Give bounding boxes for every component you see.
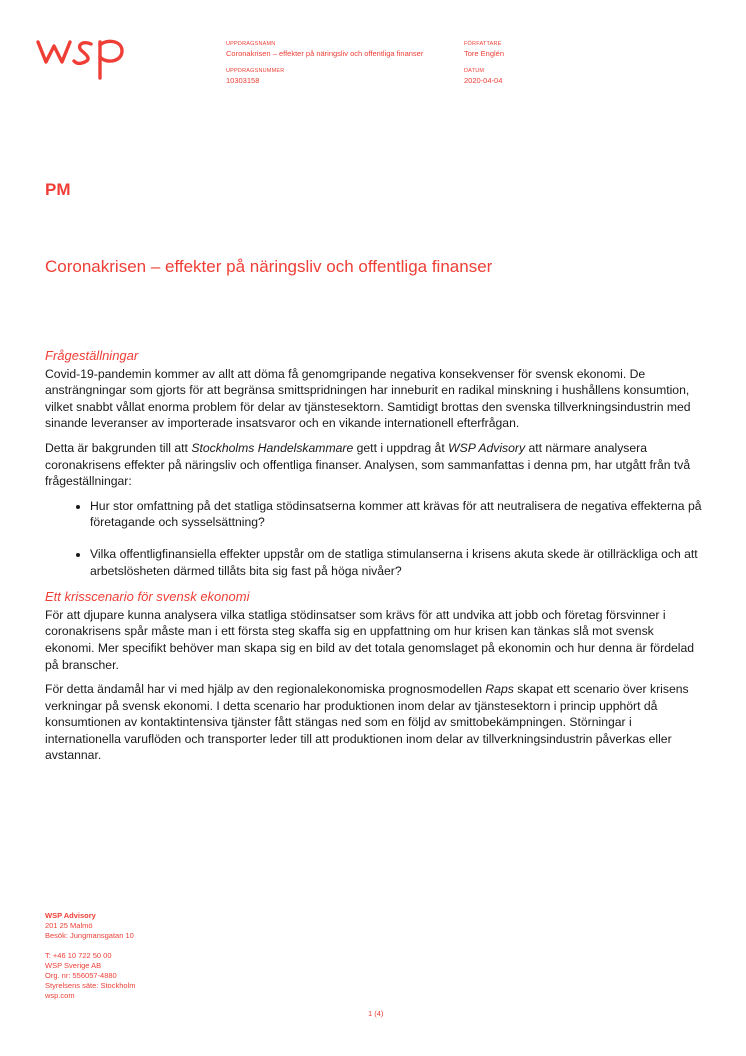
forfattare-label: FÖRFATTARE	[464, 41, 502, 47]
footer-address	[45, 911, 135, 1001]
paragraph	[45, 440, 705, 490]
doc-type: PM	[45, 180, 71, 199]
meta-forfattare	[464, 40, 504, 58]
footer-web-link[interactable]: wsp.com	[45, 991, 75, 1000]
text-run: skapat ett scenario över krisens verkningar på svensk ekonomi. I detta scenario har produktionen inom delar av tjänstesektorn i princip upphört då konsumtionen av kontaktintensiva tjänster fått stängas ned som en följd av smittobekämpningen. Störningar i internationella varuflöden och transporter leder till att produktionen inom delar av tillverkningsindustrin påverkas eller avstannar.	[45, 682, 689, 763]
paragraph: Covid-19-pandemin kommer av allt att döma få genomgripande negativa konsekvenser för svensk ekonomi. De ansträngningar som gjorts för att begränsa smittspridningen har inneburit en radikal minskning i hushållens konsumtion, vilket snabbt vållat enorma problem för delar av tjänstesektorn. Samtidigt brottas den svenska tillverkningsindustrin med sinande leveranser av importerade insatsvaror och en vikande internationell efterfrågan.	[45, 366, 691, 431]
list-item: • Hur stor omfattning på det statliga stödinsatserna kommer att krävas för att neutralisera de negativa effekterna på företagande och sysselsättning?	[90, 498, 705, 531]
datum-value: 2020-04-04	[464, 76, 503, 85]
text-run: Detta är bakgrunden till att	[45, 440, 192, 455]
section-heading-krisscenario: Ett krisscenario för svensk ekonomi	[45, 589, 250, 605]
page-number: 1 (4)	[368, 1009, 384, 1018]
footer-postal: 201 25 Malmö	[45, 921, 93, 930]
wsp-logo	[36, 34, 126, 80]
page-title: Coronakrisen – effekter på näringsliv och offentliga finanser	[45, 257, 493, 276]
document-body	[45, 348, 705, 772]
uppdragsnamn-label: UPPDRAGSNAMN	[226, 41, 276, 47]
text-run: att närmare analysera coronakrisens effekter på näringsliv och offentliga finanser. Analysen, som sammanfattas i denna pm, har utgått från två frågeställningar:	[45, 440, 691, 489]
emphasis: Stockholms Handelskammare	[191, 440, 354, 455]
uppdragsnamn-value: Coronakrisen – effekter på näringsliv och offentliga finanser	[226, 49, 424, 58]
footer-seat: Styrelsens säte: Stockholm	[45, 981, 136, 990]
meta-datum	[464, 67, 502, 85]
uppdragsnummer-label: UPPDRAGSNUMMER	[226, 68, 285, 74]
list-item: • Vilka offentligfinansiella effekter uppstår om de statliga stimulanserna i krisens akuta skede är otillräckliga och att arbetslösheten därmed tillåts bita sig fast på höga nivåer?	[90, 546, 705, 579]
footer-entity: WSP Sverige AB	[45, 961, 102, 970]
text-run: gett i uppdrag åt	[353, 440, 449, 455]
text-run: För detta ändamål har vi med hjälp av den regionalekonomiska prognosmodellen	[45, 682, 486, 697]
emphasis: WSP Advisory	[448, 440, 526, 455]
uppdragsnummer-value: 10303158	[226, 76, 260, 85]
forfattare-value: Tore Englén	[464, 49, 505, 58]
footer-visit: Besök: Jungmansgatan 10	[45, 931, 134, 940]
paragraph	[45, 681, 705, 764]
meta-uppdragsnummer	[226, 67, 284, 85]
section-heading-fragestallningar: Frågeställningar	[45, 348, 139, 363]
footer-org: Org. nr: 556057-4880	[45, 971, 117, 980]
paragraph: För att djupare kunna analysera vilka statliga stödinsatser som krävs för att undvika att jobb och företag försvinner i coronakrisens spår måste man i ett första steg skaffa sig en uppfattning om hur krisen kan tänkas slå mot svensk ekonomi. Mer specifikt behöver man skapa sig en bild av det totala genomslaget på ekonomin och hur denna är fördelad på branscher.	[45, 607, 695, 672]
emphasis: Raps	[485, 682, 514, 697]
meta-uppdragsnamn	[226, 40, 423, 58]
footer-phone: T: +46 10 722 50 00	[45, 951, 112, 960]
question-list	[45, 498, 705, 579]
datum-label: DATUM	[464, 68, 485, 74]
footer-company: WSP Advisory	[45, 911, 96, 920]
